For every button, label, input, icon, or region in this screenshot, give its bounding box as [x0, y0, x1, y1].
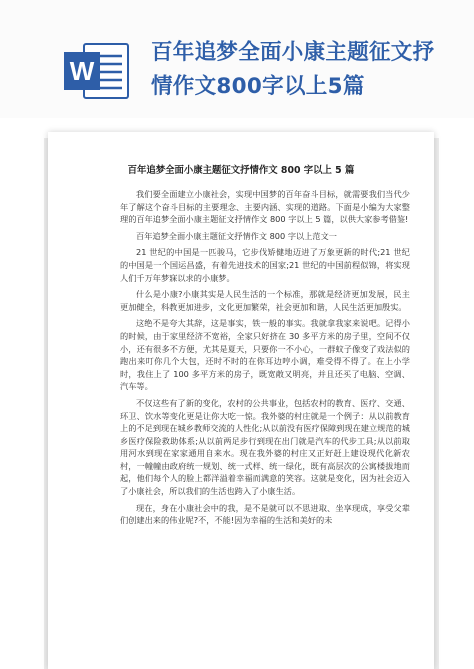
document-title: 百年追梦全面小康主题征文抒情作文 800 字以上 5 篇: [127, 165, 355, 176]
paragraph: 什么是小康?小康其实是人民生活的一个标准，那就是经济更加发展，民主更加健全，科教更加进步，文化更加繁荣，社会更加和谐，人民生活更加殷实。: [120, 289, 410, 312]
word-document-icon: [62, 40, 132, 102]
document-page: [48, 132, 434, 669]
paragraph: 这绝不是夸大其辞，这是事实，铁一般的事实。我就拿我家来说吧。记得小的时候，由于家里经济不宽裕，全家只好挤在 30 多平方米的房子里，空间不仅小，还有很多不方便，尤其是夏天，只要你一不小心，一群蚊子像变了戏法似的跑出来叮你几个大包，还时不时的在你耳边哼小调，难受得不得了。在上小学时，我住上了 100 多平方米的房子，既宽敞又明亮，并且还买了电脑、空调、汽车等。: [120, 318, 410, 392]
paragraph: 我们要全面建立小康社会，实现中国梦的百年奋斗目标，就需要我们当代少年了解这个奋斗目标的主要理念、主要内涵、实现的道路。下面是小编为大家整理的百年追梦全面小康主题征文抒情作文 800 字以上 5 篇，以供大家参考借鉴!: [120, 189, 410, 225]
banner-title-line-1: 百年追梦全面小康主题征文抒: [151, 40, 435, 65]
paragraph: 不仅这些有了新的变化，农村的公共事业，包括农村的教育、医疗、交通、环卫、饮水等变化更是让你大吃一惊。我外婆的村庄就是一个例子：从以前教育上的不足到现在城乡教师交流的人性化;从以前没有医疗保障到现在建立规范的城乡医疗保险救助体系;从以前两足步行到现在出门就是汽车的代步工具;从以前取用河水到现在家家通用自来水。现在我外婆的村庄又正好赶上建设现代化新农村，一幢幢由政府统一规划、统一式样、统一绿化，既有高层次的公寓楼拔地而起，他们每个人的脸上都洋溢着幸福而满意的笑容。这就是变化，因为社会迈入了小康社会，所以我们的生活也跨入了小康生活。: [120, 397, 410, 497]
paragraph: 现在，身在小康社会中的我，是不是就可以不思进取、坐享现成，享受父辈们创建出来的伟业呢?不，不能!因为幸福的生活和美好的未: [120, 502, 410, 526]
paragraph: 21 世纪的中国是一匹骏马，它步伐矫健地迈进了万象更新的时代;21 世纪的中国是一个国运昌盛，有着先进技术的国家;21 世纪的中国前程似锦，将实现人们千万年梦寐以求的小康梦。: [120, 247, 410, 283]
banner-title: [151, 36, 461, 104]
paragraph: 百年追梦全面小康主题征文抒情作文 800 字以上范文一: [136, 230, 337, 241]
document-body: [120, 188, 410, 531]
banner: [0, 0, 474, 118]
banner-title-line-2: 情作文800字以上5篇: [151, 74, 365, 99]
word-icon-letter: W: [69, 56, 95, 86]
